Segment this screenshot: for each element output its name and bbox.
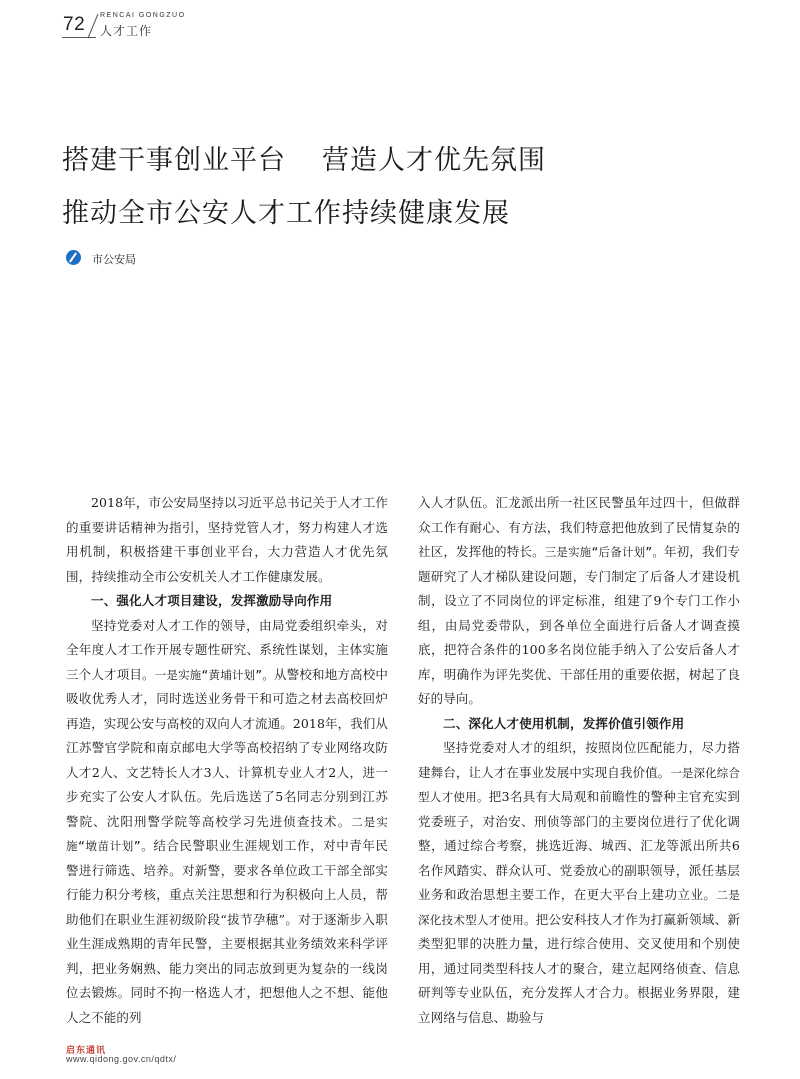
section-heading-2: 二、深化人才使用机制，发挥价值引领作用 <box>443 715 685 731</box>
article-title-line-1 <box>62 138 546 177</box>
text-run: 把公安科技人才作为打赢新领域、新类型犯罪的决胜力量，进行综合使用、交叉使用和个别使用，通过同类型科技人才的聚合，建立起网络侦查、信息研判等专业队伍，充分发挥人才合力。根据业务界限，建立网络与信息、勘验与 <box>418 911 741 1025</box>
page-number: 72 <box>63 14 86 35</box>
footer-brand: 启东通讯 <box>66 1046 107 1056</box>
emphasis-run: 三是实施“后备计划”。 <box>544 545 665 559</box>
emphasis-run: 一是深化综合型人才使用。 <box>418 765 740 804</box>
paragraph: 2018年，市公安局坚持以习近平总书记关于人才工作的重要讲话精神为指引，坚持党管人才，努力构建人才选用机制，积极搭建干事创业平台，大力营造人才优先氛围，持续推动全市公安机关人才工作健康发展。 <box>66 495 388 584</box>
body-column-left <box>66 491 388 1030</box>
paragraph <box>66 614 388 1031</box>
emphasis-run: 一是实施“黄埔计划”。 <box>154 667 274 682</box>
text-run: 结合民警职业生涯规划工作，对中青年民警进行筛选、培养。对新警，要求各单位政工干部全部实行能力积分考核，重点关注思想和行为积极向上人员，帮助他们在职业生涯初级阶段“拔节孕穗”。对于逐渐步入职业生涯成熟期的青年民警，主要根据其业务绩效来科学评判，把业务娴熟、能力突出的同志放到更为复杂的一线岗位去锻炼。同时不拘一格选人才，把想他人之不想、能他人之不能的列 <box>66 838 388 1025</box>
pen-icon <box>66 250 81 265</box>
body-column-right <box>418 491 740 1030</box>
paragraph <box>418 736 740 1030</box>
text-run: 坚持党委对人才工作的领导，由局党委组织牵头，对全年度人才工作开展专题性研究、系统性谋划，主体实施三个人才项目。 <box>66 617 388 682</box>
emphasis-run: 二是深化技术型人才使用。 <box>418 888 740 927</box>
title-part-2: 营造人才优先氛围 <box>322 145 546 176</box>
article-title-line-2: 推动全市公安人才工作持续健康发展 <box>62 198 510 229</box>
author-byline: 市公安局 <box>92 253 136 266</box>
text-run: 年初，我们专题研究了人才梯队建设问题，专门制定了后备人才建设机制，设立了不同岗位的评定标准，组建了9个专门工作小组，由局党委带队，到各单位全面进行后备人才调查摸底，把符合条件的100多名岗位能手纳入了公安后备人才库，明确作为评先奖优、干部任用的重要依据，树起了良好的导向。 <box>418 544 740 706</box>
section-heading-1: 一、强化人才项目建设，发挥激励导向作用 <box>91 593 333 608</box>
page-header <box>0 0 800 44</box>
title-part-1: 搭建干事创业平台 <box>62 145 286 176</box>
text-run: 坚持党委对人才的组织，按照岗位匹配能力，尽力搭建舞台，让人才在事业发展中实现自我价值。 <box>418 740 740 780</box>
paragraph <box>418 491 740 712</box>
header-section-title: 人才工作 <box>100 24 153 38</box>
footer-url: www.qidong.gov.cn/qdtx/ <box>66 1054 177 1064</box>
header-rule <box>62 37 96 38</box>
text-run: 从警校和地方高校中吸收优秀人才，同时选送业务骨干和可造之材去高校回炉再造，实现公安与高校的双向人才流通。2018年，我们从江苏警官学院和南京邮电大学等高校招纳了专业网络攻防人才2人、文艺特长人才3人、计算机专业人才2人，进一步充实了公安人才队伍。先后选送了5名同志分别到江苏警院、沈阳刑警学院等高校学习先进侦查技术。 <box>66 666 389 829</box>
header-pinyin: RENCAI GONGZUO <box>100 12 186 19</box>
text-run: 入人才队伍。汇龙派出所一社区民警虽年过四十，但做群众工作有耐心、有方法，我们特意把他放到了民情复杂的社区，发挥他的特长。 <box>418 495 740 559</box>
emphasis-run: 二是实施“墩苗计划”。 <box>66 814 388 853</box>
text-run: 把3名具有大局观和前瞻性的警种主官充实到党委班子，对治安、刑侦等部门的主要岗位进行了优化调整，通过综合考察，挑选近海、城西、汇龙等派出所共6名作风踏实、群众认可、党委放心的副职领导，派任基层业务和政治思想主要工作，在更大平台上建功立业。 <box>418 789 740 902</box>
